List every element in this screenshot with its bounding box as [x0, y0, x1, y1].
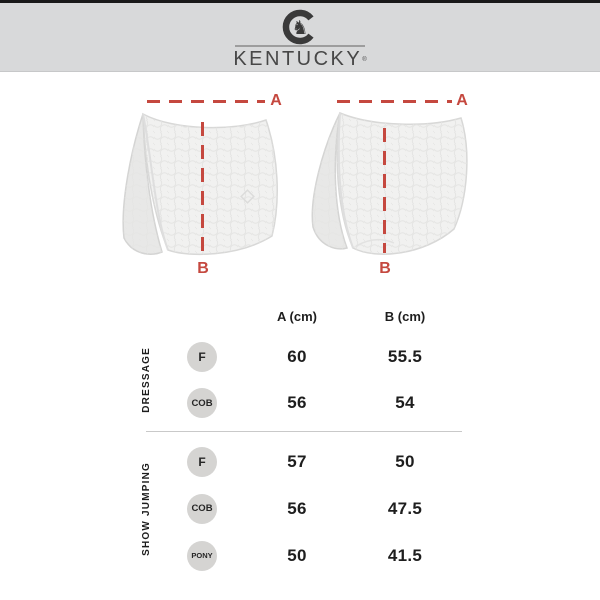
measurement-line-b-dressage: [201, 122, 204, 257]
size-badge-f: F: [187, 447, 217, 477]
jumping-pad-image: [312, 113, 467, 254]
column-header-b: B (cm): [384, 308, 426, 324]
size-table: [130, 298, 462, 579]
size-badge-cob: COB: [187, 494, 217, 524]
registered-mark: ®: [362, 57, 367, 63]
cell-a: 56: [287, 498, 307, 518]
cell-b: 54: [395, 393, 415, 412]
measurement-label-b-jumping: B: [379, 260, 391, 277]
measurement-line-a-jumping: [337, 100, 452, 103]
cell-a: 60: [287, 347, 307, 366]
brand-name-text: KENTUCKY: [233, 48, 363, 70]
table-row: [162, 334, 462, 380]
cell-a: 57: [287, 451, 307, 471]
cell-b: 55.5: [387, 347, 423, 366]
section-label-show-jumping: SHOW JUMPING: [140, 461, 152, 556]
table-row: [162, 485, 462, 532]
cell-a: 50: [287, 545, 307, 565]
section-label-dressage: DRESSAGE: [140, 347, 152, 413]
section-show-jumping: [130, 438, 462, 579]
cell-a: 56: [287, 393, 307, 412]
cell-b: 50: [395, 451, 415, 471]
cell-b: 41.5: [387, 545, 423, 565]
measurement-label-a-jumping: A: [456, 92, 468, 109]
size-badge-cob: COB: [187, 388, 217, 418]
measurement-line-b-jumping: [383, 128, 386, 253]
section-divider: [146, 431, 462, 432]
measurement-line-a-dressage: [147, 100, 265, 103]
section-dressage: [130, 334, 462, 426]
svg-text:♞: ♞: [291, 17, 309, 39]
measurement-label-b-dressage: B: [197, 260, 209, 277]
cell-b: 47.5: [387, 498, 423, 518]
measurement-label-a-dressage: A: [270, 92, 282, 109]
size-badge-pony: PONY: [187, 541, 217, 571]
column-header-a: A (cm): [277, 308, 317, 324]
table-row: [162, 380, 462, 426]
table-row: [162, 438, 462, 485]
table-row: [162, 532, 462, 579]
table-header-row: [130, 298, 462, 334]
size-badge-f: F: [187, 342, 217, 372]
